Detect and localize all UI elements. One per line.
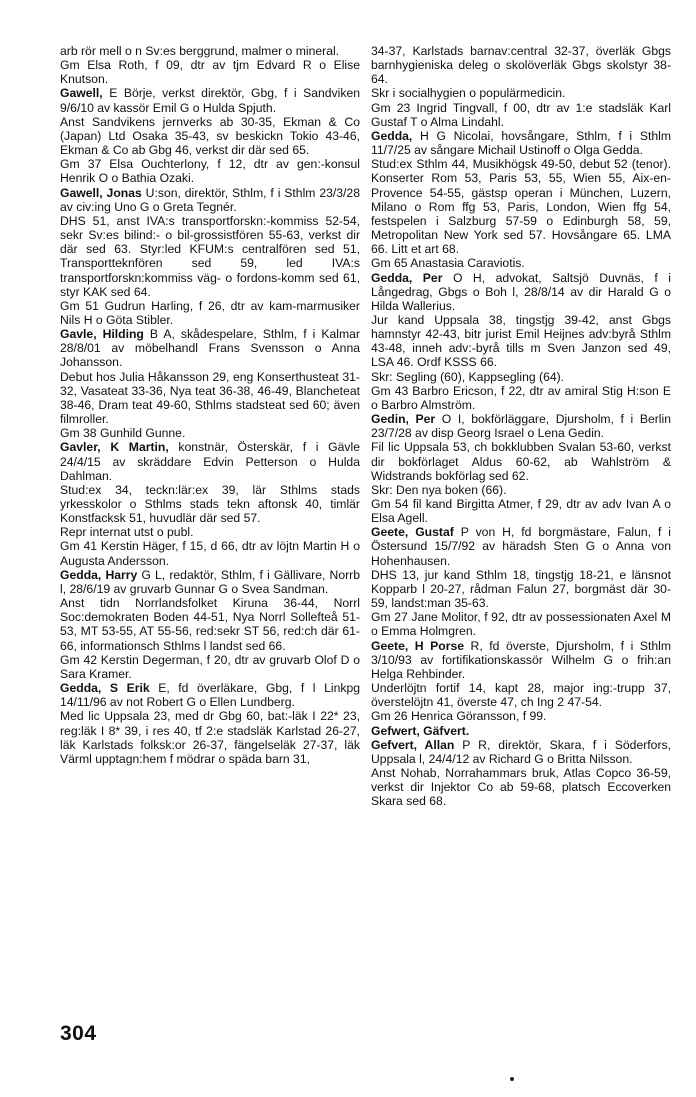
entry-gedda-nicolai: Gedda, H G Nicolai, hovsångare, Sthlm, f i Sthlm 11/7/25 av sångare Michail Ustinoff o Olga Gedda. — [371, 128, 671, 158]
entry-line: Anst tidn Norrlandsfolket Kiruna 36-44, Norrl Soc:demokraten Boden 44-51, Nya Norrl Sollefteå 51-53, MT 53-55, AT 55-56, red:sekr ST 56, red:ch där 61-66, informationsch Sthlms l landst sed 66. — [60, 596, 360, 653]
entry-line: Gm 41 Kerstin Häger, f 15, d 66, dtr av löjtn Martin H o Augusta Andersson. — [60, 539, 360, 568]
right-column — [371, 44, 671, 808]
entry-line: Underlöjtn fortif 14, kapt 28, major ing:-trupp 37, överstelöjtn 41, överste 47, ch Ing 2 47-54. — [371, 681, 671, 710]
entry-line: Med lic Uppsala 23, med dr Gbg 60, bat:-läk I 22* 23, reg:läk I 8* 39, i res 40, tf 2:e stadsläk Karlstad 26-27, läk Karlstads folksk:or 26-37, fängelseläk 27-37, läk Värml upptagn:hem f mödrar o späda barn 31, — [60, 709, 360, 766]
entry-gavle-hilding: Gavle, Hilding B A, skådespelare, Sthlm, f i Kalmar 28/8/01 av möbelhandl Frans Svensson o Anna Johansson. — [60, 327, 360, 370]
entry-line: DHS 51, anst IVA:s transportforskn:-kommiss 52-54, sekr Sv:es bilind:- o bil-grossistfören 55-63, verkst dir där sed 63. Styr:led KFUM:s centralfören sed 51, Transportteknfören sed 59, led IVA:s transportforskn:kommiss väg- o fordons-komm sed 61, styr KAK sed 64. — [60, 213, 360, 299]
entry-continuation: arb rör mell o n Sv:es berggrund, malmer o mineral. — [60, 44, 340, 58]
entry-line: Gm 38 Gunhild Gunne. — [60, 426, 186, 441]
entry-line: Anst Sandvikens jernverks ab 30-35, Ekman & Co (Japan) Ltd Osaka 35-43, sv beskickn Tokio 43-46, Ekman & Co ab Gbg 46, verkst dir där sed 65. — [60, 114, 360, 158]
entry-gavler-martin: Gavler, K Martin, konstnär, Österskär, f i Gävle 24/4/15 av skräddare Edvin Petterson o Hulda Dahlman. — [60, 440, 360, 483]
entry-line: Jur kand Uppsala 38, tingstjg 39-42, anst Gbgs hamnstyr 42-43, bitr jurist Emil Heijnes adv:byrå Sthlm 43-48, inneh adv:-byrå tills m Sven Janzon sed 49, LSA 46. Ordf KSSS 66. — [371, 312, 671, 370]
entry-line: Gm 27 Jane Molitor, f 92, dtr av possessionaten Axel M o Emma Holmgren. — [371, 610, 671, 639]
entry-line: Gm 26 Henrica Göransson, f 99. — [371, 709, 547, 724]
entry-line: Fil lic Uppsala 53, ch bokklubben Svalan 53-60, verkst dir bokförlaget Aldus 60-62, ab Wahlström & Widstrands bokförlag sed 62. — [371, 440, 671, 483]
entry-line: Gm 51 Gudrun Harling, f 26, dtr av kam-marmusiker Nils H o Göta Stibler. — [60, 298, 360, 327]
entry-line: Gm 23 Ingrid Tingvall, f 00, dtr av 1:e stadsläk Karl Gustaf T o Alma Lindahl. — [371, 100, 671, 129]
entry-line: Gm 42 Kerstin Degerman, f 20, dtr av gruvarb Olof D o Sara Kramer. — [60, 652, 360, 681]
entry-line: Gm 37 Elsa Ouchterlony, f 12, dtr av gen:-konsul Henrik O o Bathia Ozaki. — [60, 157, 360, 186]
entry-line: Anst Nohab, Norrahammars bruk, Atlas Copco 36-59, verkst dir Injektor Co ab 59-68, platsch Eccoverken Skara sed 68. — [371, 765, 671, 809]
entry-gefwert-reference: Gefwert, Gäfvert. — [371, 723, 470, 738]
entry-gedda-per: Gedda, Per O H, advokat, Saltsjö Duvnäs, f i Långedrag, Gbgs o Boh l, 28/8/14 av dir Harald G o Hilda Wallerius. — [371, 270, 671, 313]
entry-line: Stud:ex 34, teckn:lär:ex 39, lär Sthlms stads yrkesskolor o Sthlms stads tekn aftonsk 40, timlär Konstfacksk 51, huvudlär där sed 57. — [60, 482, 360, 526]
entry-gedin-per: Gedin, Per O I, bokförläggare, Djursholm, f i Berlin 23/7/28 av disp Georg Israel o Lena Gedin. — [371, 412, 671, 441]
page-number: 304 — [60, 1022, 97, 1045]
entry-line: Repr internat utst o publ. — [60, 525, 194, 540]
entry-line: Gm 54 fil kand Birgitta Atmer, f 29, dtr av adv Ivan A o Elsa Agell. — [371, 497, 671, 526]
entry-gefvert-allan: Gefvert, Allan P R, direktör, Skara, f i Söderfors, Uppsala l, 24/4/12 av Richard G o Britta Nilsson. — [371, 737, 671, 766]
entry-geete-gustaf: Geete, Gustaf P von H, fd borgmästare, Falun, f i Östersund 15/7/92 av häradsh Sten G o Anna von Hohenhausen. — [371, 525, 671, 568]
entry-continuation: 34-37, Karlstads barnav:central 32-37, överläk Gbgs barnhygieniska deleg o skolöverläk Gbgs skolstyr 38-64. — [371, 44, 671, 87]
entry-line: Debut hos Julia Håkansson 29, eng Konserthusteat 31-32, Vasateat 33-36, Nya teat 36-38, 46-49, Blancheteat 38-46, Dram teat 49-60, Sthlms stadsteat sed 60; även filmroller. — [60, 369, 360, 427]
entry-gedda-harry: Gedda, Harry G L, redaktör, Sthlm, f i Gällivare, Norrb l, 28/6/19 av gruvarb Gunnar G o Svea Sandman. — [60, 567, 360, 596]
entry-gawell-borje: Gawell, E Börje, verkst direktör, Gbg, f i Sandviken 9/6/10 av kassör Emil G o Hulda Spjuth. — [60, 86, 360, 115]
entry-geete-porse: Geete, H Porse R, fd överste, Djursholm, f i Sthlm 3/10/93 av fortifikationskassör Wilhelm G o frih:an Helga Rehbinder. — [371, 638, 671, 681]
entry-line: Gm 65 Anastasia Caraviotis. — [371, 256, 525, 271]
print-speck — [510, 1077, 514, 1081]
entry-gedda-erik: Gedda, S Erik E, fd överläkare, Gbg, f l Linkpg 14/11/96 av not Robert G o Ellen Lundberg. — [60, 681, 361, 710]
entry-gawell-jonas: Gawell, Jonas U:son, direktör, Sthlm, f i Sthlm 23/3/28 av civ:ing Uno G o Greta Tegnér. — [60, 185, 360, 214]
entry-line: Gm Elsa Roth, f 09, dtr av tjm Edvard R o Elise Knutson. — [60, 58, 360, 87]
left-column — [60, 44, 360, 766]
entry-line: Skr: Segling (60), Kappsegling (64). — [371, 369, 565, 384]
entry-line: Stud:ex Sthlm 44, Musikhögsk 49-50, debut 52 (tenor). Konserter Rom 53, Paris 53, 55, Wien 55, Aix-en-Provence 54-55, gästsp operan i München, Luzern, Milano o Rom ffg 53, Paris, London, Wien ffg 54, festspelen i Salzburg 57-59 o Edinburgh 58, 59, Metropolitan New York sed 57. Hovsångare 65. LMA 66. Litt et art 68. — [371, 157, 671, 257]
entry-line: Skr: Den nya boken (66). — [371, 482, 507, 497]
entry-line: DHS 13, jur kand Sthlm 18, tingstjg 18-21, e länsnot Kopparb l 20-27, rådman Falun 27, borgmäst där 30-59, landst:man 35-63. — [371, 567, 671, 611]
entry-line: Gm 43 Barbro Ericson, f 22, dtr av amiral Stig H:son E o Barbro Almström. — [371, 383, 671, 412]
entry-line: Skr i socialhygien o populärmedicin. — [371, 86, 566, 101]
